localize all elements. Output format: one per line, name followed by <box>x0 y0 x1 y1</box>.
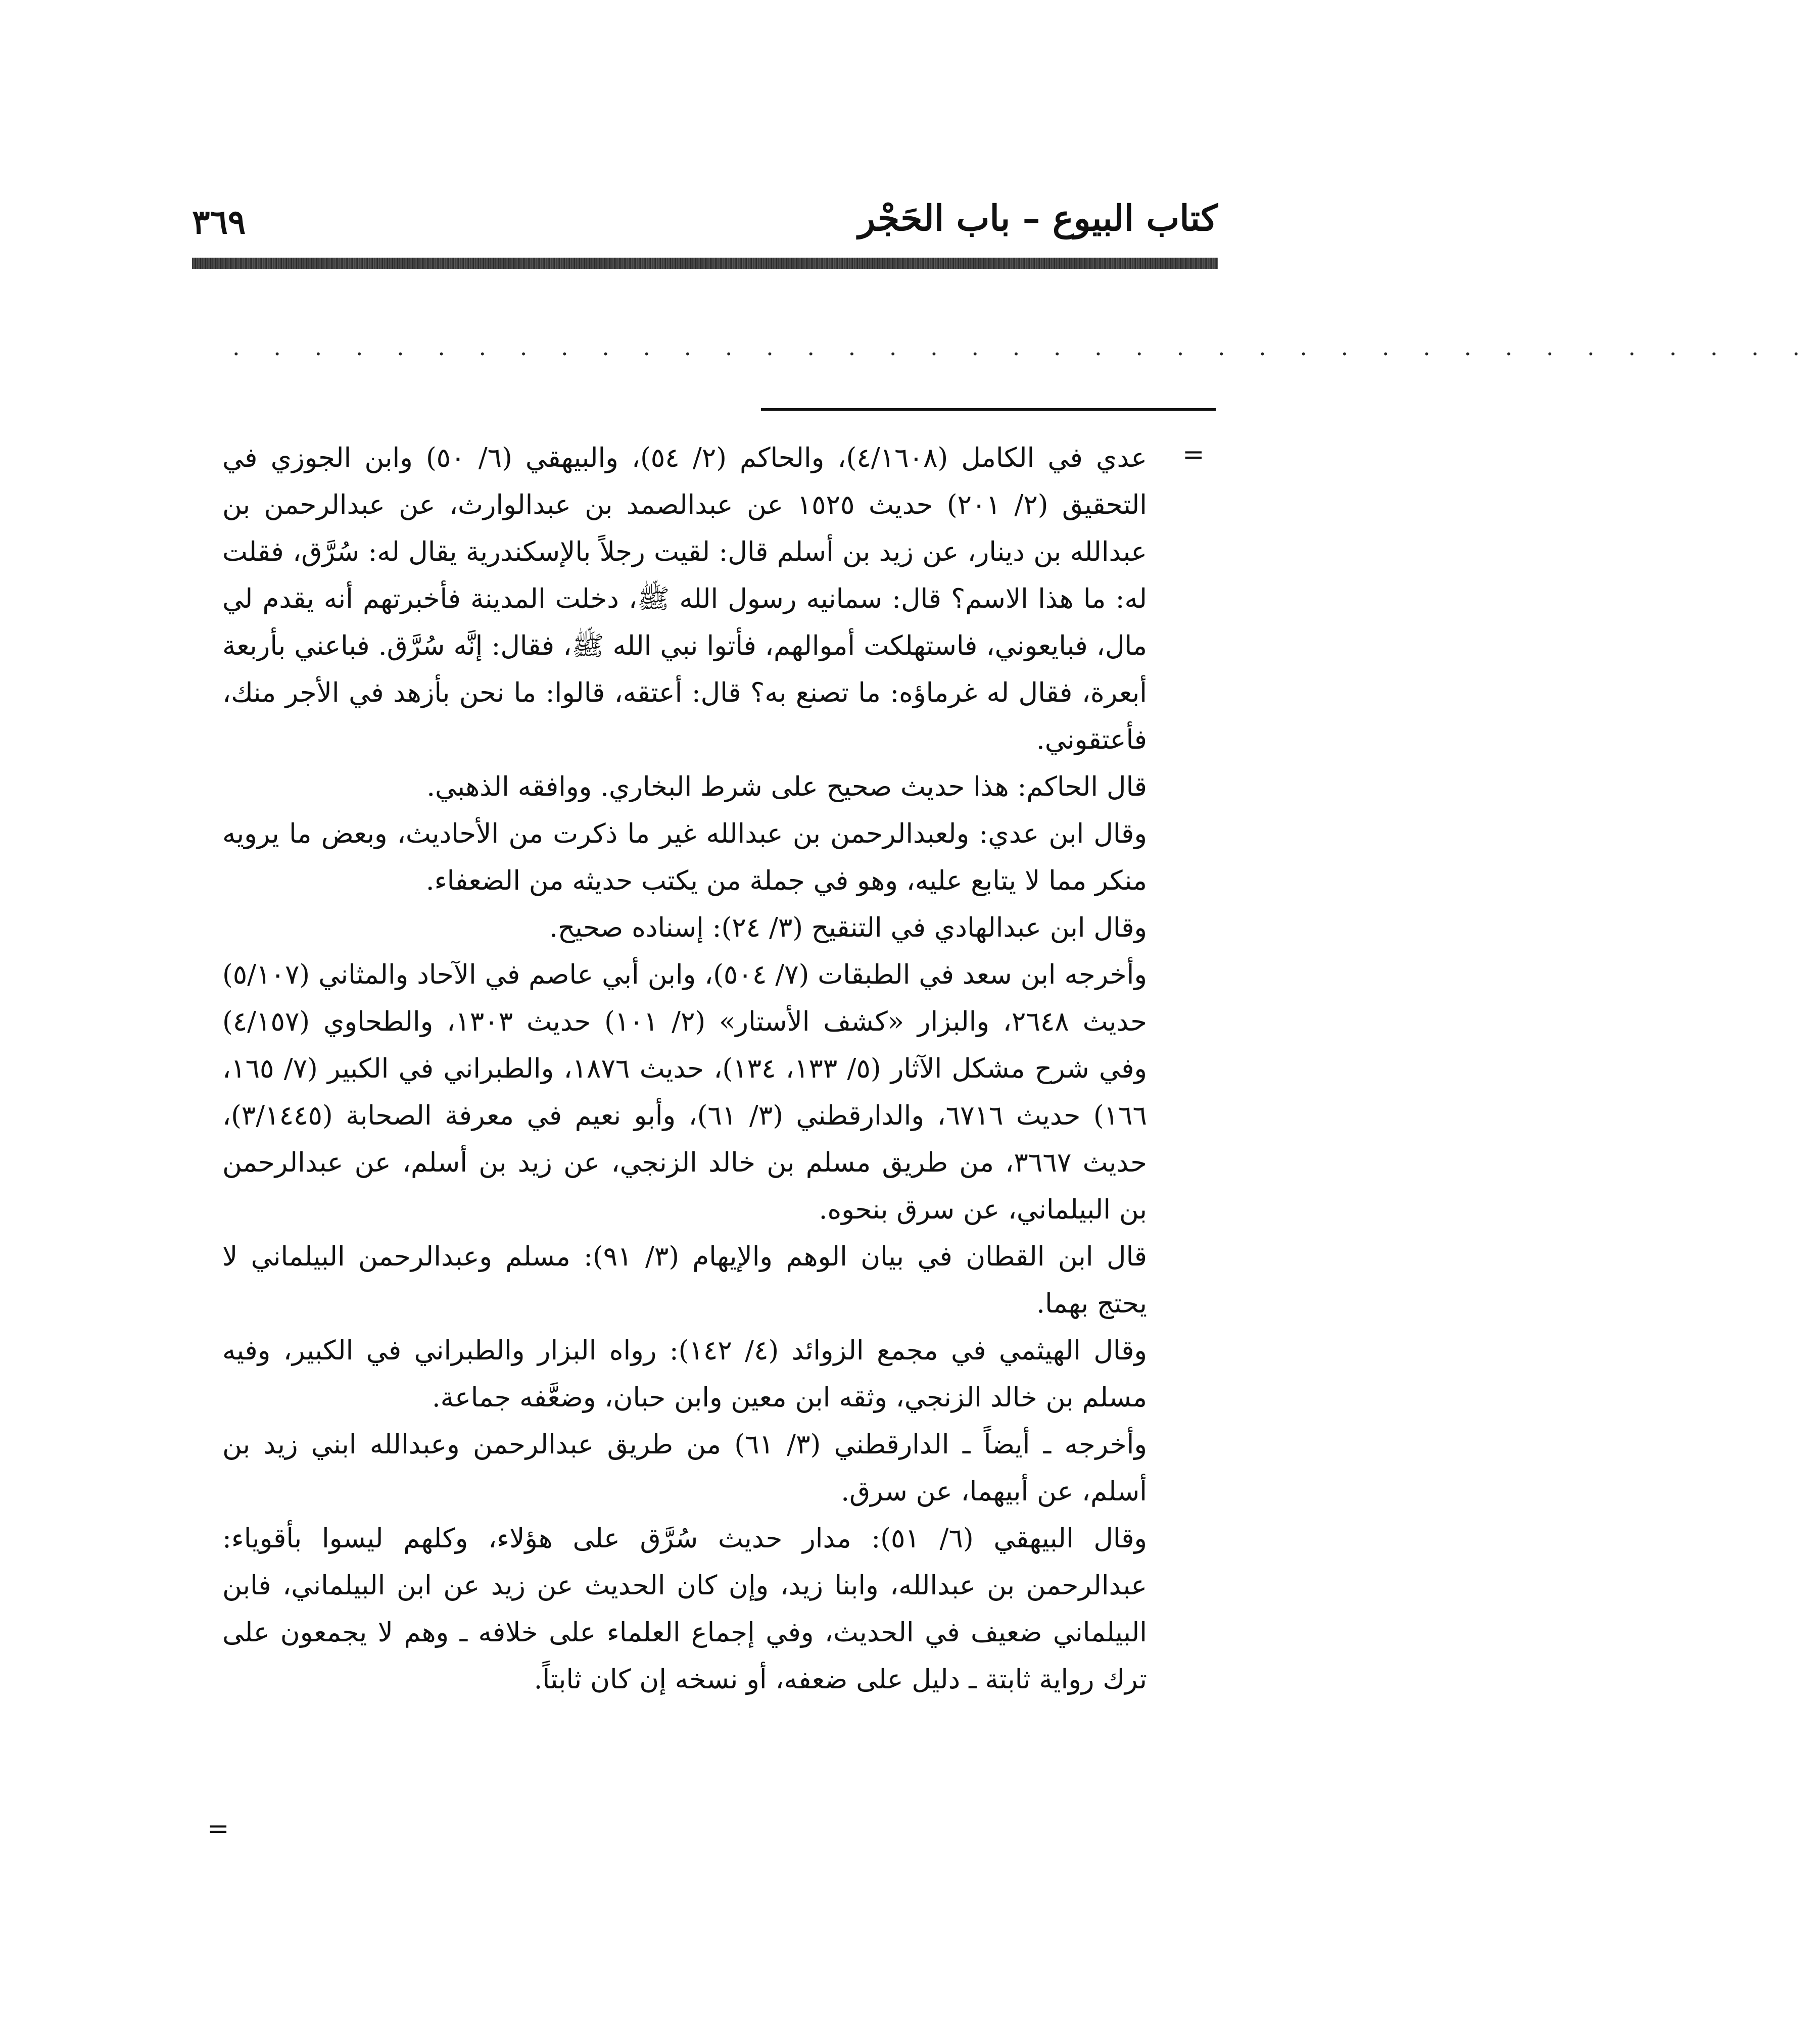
footnote-paragraph: وأخرجه ابن سعد في الطبقات (٧/ ٥٠٤)، وابن أبي عاصم في الآحاد والمثاني (٥/١٠٧) حديث ٢٦٤٨، والبزار «كشف الأستار» (٢/ ١٠١) حديث ١٣٠٣، والطحاوي (٤/١٥٧) وفي شرح مشكل الآثار (٥/ ١٣٣، ١٣٤)، حديث ١٨٧٦، والطبراني في الكبير (٧/ ١٦٥، ١٦٦) حديث ٦٧١٦، والدارقطني (٣/ ٦١)، وأبو نعيم في معرفة الصحابة (٣/١٤٤٥)، حديث ٣٦٦٧، من طريق مسلم بن خالد الزنجي، عن زيد بن أسلم، عن عبدالرحمن بن البيلماني، عن سرق بنحوه. <box>222 959 1148 1225</box>
footnote-paragraph: عدي في الكامل (٤/١٦٠٨)، والحاكم (٢/ ٥٤)، والبيهقي (٦/ ٥٠) وابن الجوزي في التحقيق (٢/ ٢٠١) حديث ١٥٢٥ عن عبدالصمد بن عبدالوارث، عن عبدالرحمن بن عبدالله بن دينار، عن زيد بن أسلم قال: لقيت رجلاً بالإسكندرية يقال له: سُرَّق، فقلت له: ما هذا الاسم؟ قال: سمانيه رسول الله ﷺ، دخلت المدينة فأخبرتهم أنه يقدم لي مال، فبايعوني، فاستهلكت أموالهم، فأتوا نبي الله ﷺ، فقال: إنَّه سُرَّق. فباعني بأربعة أبعرة، فقال له غرماؤه: ما تصنع به؟ قال: أعتقه، قالوا: ما نحن بأزهد في الأجر منك، فأعتقوني. <box>222 443 1148 755</box>
footnote-separator <box>761 408 1216 411</box>
running-title: كتاب البيوع – باب الحَجْر <box>858 197 1218 239</box>
footnote-paragraph: قال الحاكم: هذا حديث صحيح على شرط البخاري. ووافقه الذهبي. <box>426 771 1147 802</box>
footnote-paragraph: وأخرجه ـ أيضاً ـ الدارقطني (٣/ ٦١) من طريق عبدالرحمن وعبدالله ابني زيد بن أسلم، عن أبيهما، عن سرق. <box>222 1429 1147 1507</box>
footnote-paragraph: وقال ابن عدي: ولعبدالرحمن بن عبدالله غير ما ذكرت من الأحاديث، وبعض ما يرويه منكر مما لا يتابع عليه، وهو في جملة من يكتب حديثه من الضعفاء. <box>222 818 1147 896</box>
footnote-paragraph: وقال الهيثمي في مجمع الزوائد (٤/ ١٤٢): رواه البزار والطبراني في الكبير، وفيه مسلم بن خالد الزنجي، وثقه ابن معين وابن حبان، وضعَّفه جماعة. <box>222 1335 1147 1413</box>
footnote-paragraph: وقال ابن عبدالهادي في التنقيح (٣/ ٢٤): إسناده صحيح. <box>549 912 1147 943</box>
footnote-body <box>222 434 1147 1703</box>
header-rule <box>192 258 1218 269</box>
continuation-marker-start: = <box>1182 440 1205 470</box>
separator-dots: . . . . . . . . . . . . . . . . . . . . . . . . . . . . . . . . . . . . . . . <box>232 333 1813 361</box>
continuation-marker-end: = <box>207 1814 229 1844</box>
footnote-paragraph: قال ابن القطان في بيان الوهم والإيهام (٣/ ٩١): مسلم وعبدالرحمن البيلماني لا يحتج بهما. <box>222 1241 1147 1319</box>
page-header <box>192 192 1218 253</box>
footnote-paragraph: وقال البيهقي (٦/ ٥١): مدار حديث سُرَّق على هؤلاء، وكلهم ليسوا بأقوياء: عبدالرحمن بن عبدالله، وابنا زيد، وإن كان الحديث عن زيد عن ابن البيلماني، فابن البيلماني ضعيف في الحديث، وفي إجماع العلماء على خلافه ـ وهم لا يجمعون على ترك رواية ثابتة ـ دليل على ضعفه، أو نسخه إن كان ثابتاً. <box>222 1523 1148 1695</box>
page-number: ٣٦٩ <box>192 202 246 241</box>
